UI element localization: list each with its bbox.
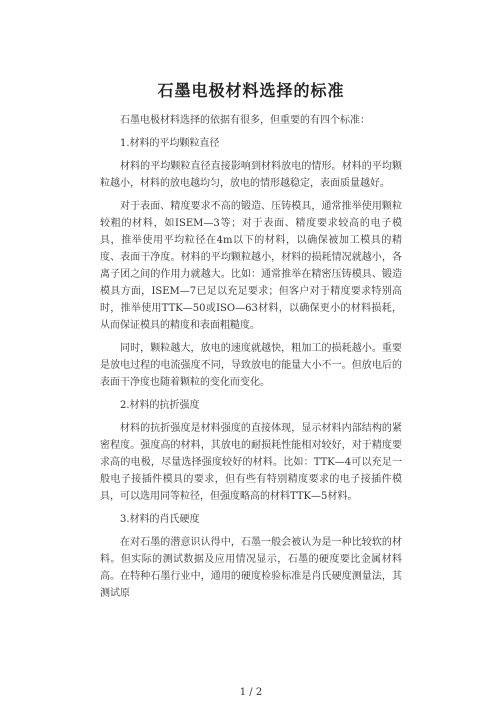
section-heading: 1.材料的平均颗粒直径 — [120, 138, 220, 149]
page-number: 1 / 2 — [239, 687, 263, 698]
body-paragraph: 材料的抗折强度是材料强度的直接体现，显示材料内部结构的紧密程度。强度高的材料，其放电的耐损耗性能相对较好，对于精度要求高的电极，尽量选择强度较好的材料。比如：TTK—4可以充足一般电子接插件模具的要求，但有些有特别精度要求的电子接插件模具，可以选用同等粒径，但强度略高的材料TTK—5材料。 — [100, 423, 402, 502]
body-paragraph: 对于表面、精度要求不高的锻造、压铸模具，通常推举使用颗粒较粗的材料，如ISEM—3等；对于表面、精度要求较高的电子模具，推举使用平均粒径在4m以下的材料，以确保被加工模具的精度、表面干净度。材料的平均颗粒越小，材料的损耗情况就越小，各离子团之间的作用力就越大。比如：通常推举在精密压铸模具、锻造模具方面，ISEM—7已足以充足要求；但客户对于精度要求特别高时，推举使用TTK—50或ISO—63材料，以确保更小的材料损耗，从而保证模具的精度和表面粗糙度。 — [100, 201, 402, 331]
body-paragraph: 在对石墨的潜意识认得中，石墨一般会被认为是一种比较软的材料。但实际的测试数据及应用情况显示，石墨的硬度要比金属材料高。在特种石墨行业中，通用的硬度检验标准是肖氏硬度测量法，其测试原 — [100, 537, 402, 599]
section-heading: 2.材料的抗折强度 — [120, 400, 200, 411]
section-heading: 3.材料的肖氏硬度 — [120, 514, 200, 525]
body-paragraph: 同时，颗粒越大，放电的速度就越快，粗加工的损耗越小。重要是放电过程的电流强度不同，导致放电的能量大小不一。但放电后的表面干净度也随着颗粒的变化而变化。 — [100, 343, 402, 388]
page-title: 石墨电极材料选择的标准 — [157, 81, 345, 100]
intro-paragraph: 石墨电极材料选择的依据有很多，但重要的有四个标准： — [120, 115, 370, 126]
body-paragraph: 材料的平均颗粒直径直接影响到材料放电的情形。材料的平均颗粒越小，材料的放电越均匀，放电的情形越稳定，表面质量越好。 — [100, 161, 402, 189]
document-body — [100, 112, 402, 608]
